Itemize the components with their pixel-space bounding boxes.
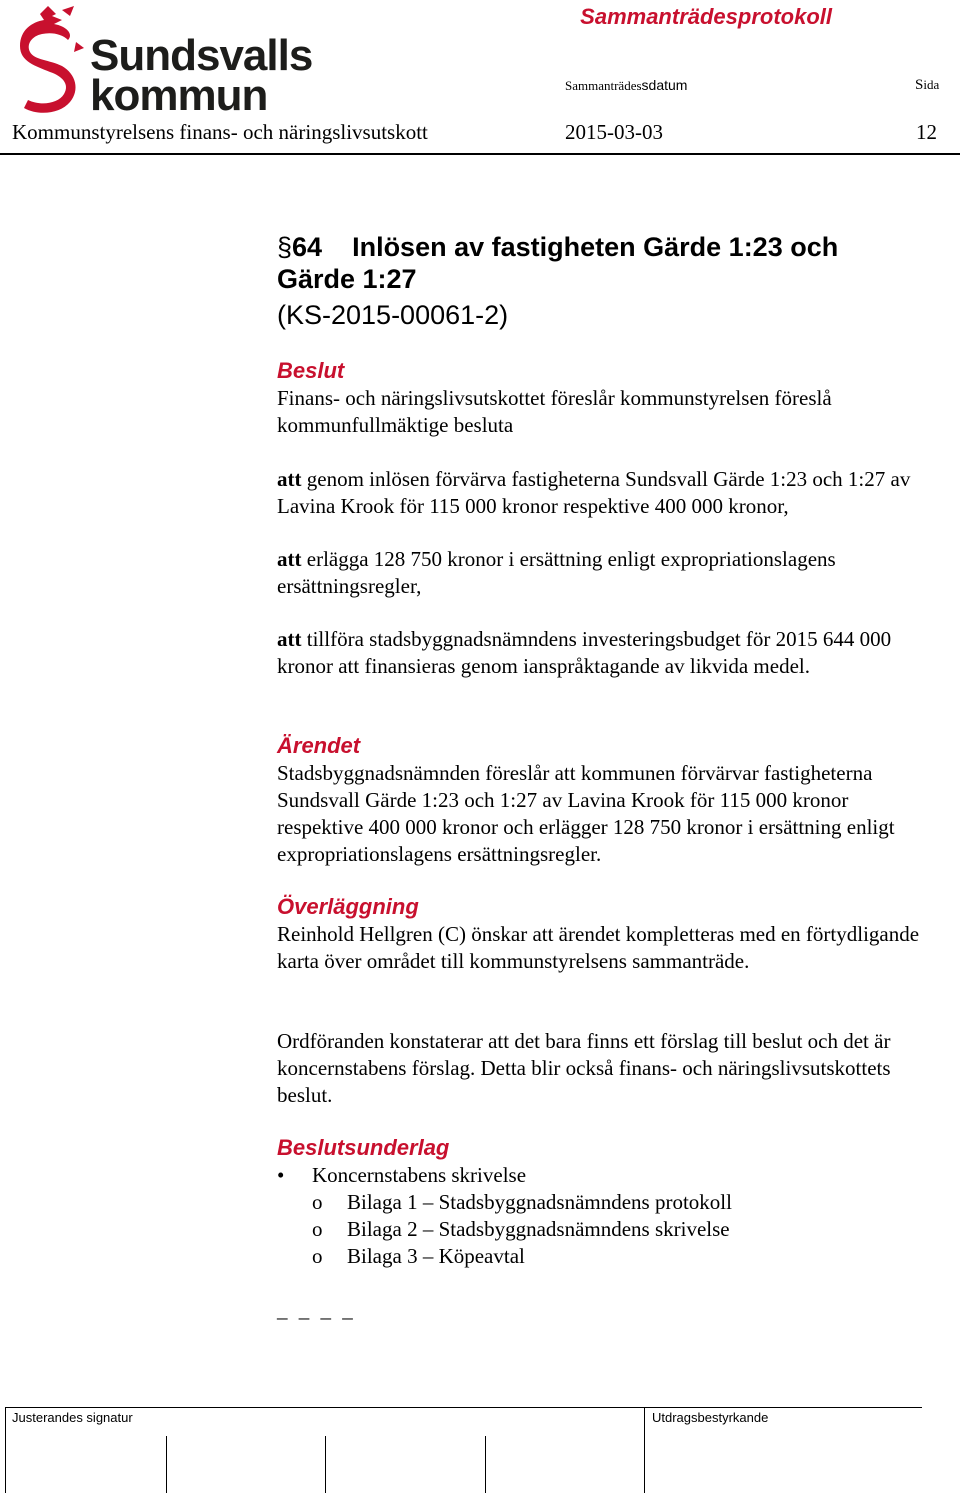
arendet-text: Stadsbyggnadsnämnden föreslår att kommunen förvärvar fastigheterna Sundsvall Gärde 1:23 och 1:27 av Lavina Krook för 115 000 kronor respektive 400 000 kronor och erlägger 128 750 kronor i ersättning enligt expropriationslagens ersättningsregler. [277,761,895,866]
list-item: o Bilaga 1 – Stadsbyggnadsnämndens protokoll [312,1190,732,1214]
overlaggning-paragraph: Reinhold Hellgren (C) önskar att ärendet kompletteras med en förtydligande karta över området till kommunstyrelsens sammanträde. [277,922,920,973]
list-item: o Bilaga 2 – Stadsbyggnadsnämndens skrivelse [312,1217,730,1241]
beslutsunderlag-heading: Beslutsunderlag [277,1135,450,1160]
arendet-heading: Ärendet [277,733,361,758]
extract-certification-label: Utdragsbestyrkande [652,1410,769,1425]
paragraph-title [277,231,937,295]
document-type: Sammanträdesprotokoll [580,4,832,29]
case-number: (KS-2015-00061-2) [277,300,509,330]
sundsvalls-kommun-logo [18,4,313,120]
signature-box-border [166,1436,167,1493]
header-divider [0,153,960,155]
end-marker: _ _ _ _ [277,1298,356,1322]
title-line1: 64 Inlösen av fastigheten Gärde 1:23 och [292,232,839,262]
overlaggning-paragraph: Ordföranden konstaterar att det bara finns ett förslag till beslut och det är koncernstabens förslag. Detta blir också finans- och näringslivsutskottets beslut. [277,1029,891,1107]
signature-box-border [325,1436,326,1493]
signature-label: Justerandes signatur [12,1410,133,1425]
signature-box-border [485,1436,486,1493]
page-label: Sida [915,77,940,93]
page-number: 12 [916,120,937,144]
title-line2: Gärde 1:27 [277,264,417,294]
overlaggning-heading: Överläggning [277,894,419,919]
meeting-date-label: Sammanträdessdatum [565,77,688,93]
beslut-item: att genom inlösen förvärva fastigheterna Sundsvall Gärde 1:23 och 1:27 av Lavina Krook för 115 000 kronor respektive 400 000 kronor, [277,467,911,518]
beslut-item: att tillföra stadsbyggnadsnämndens investeringsbudget för 2015 644 000 kronor att finansieras genom ianspråktagande av likvida medel. [277,627,892,678]
section-sign: § [277,232,293,262]
logo-text-line2: kommun [90,71,268,120]
committee-name: Kommunstyrelsens finans- och näringslivsutskott [12,120,428,144]
beslut-heading: Beslut [277,358,345,383]
signature-box-border [644,1407,645,1493]
dragon-emblem-icon [18,4,86,116]
logo-text-line1: Sundsvalls [90,31,313,80]
list-item: • Koncernstabens skrivelse o Bilaga 1 – Stadsbyggnadsnämndens protokoll o Bilaga 2 – Stadsbyggnadsnämndens skrivelse o Bilaga 3 – Köpeavtal [277,1162,937,1270]
list-item: o Bilaga 3 – Köpeavtal [312,1244,525,1268]
meeting-date: 2015-03-03 [565,120,663,144]
beslutsunderlag-list [277,1162,937,1270]
footer-divider [5,1407,922,1408]
beslut-intro: Finans- och näringslivsutskottet föreslår kommunstyrelsen föreslå kommunfullmäktige besluta [277,386,832,437]
signature-box-border [5,1407,6,1493]
beslut-item: att erlägga 128 750 kronor i ersättning enligt expropriationslagens ersättningsregler, [277,547,836,598]
